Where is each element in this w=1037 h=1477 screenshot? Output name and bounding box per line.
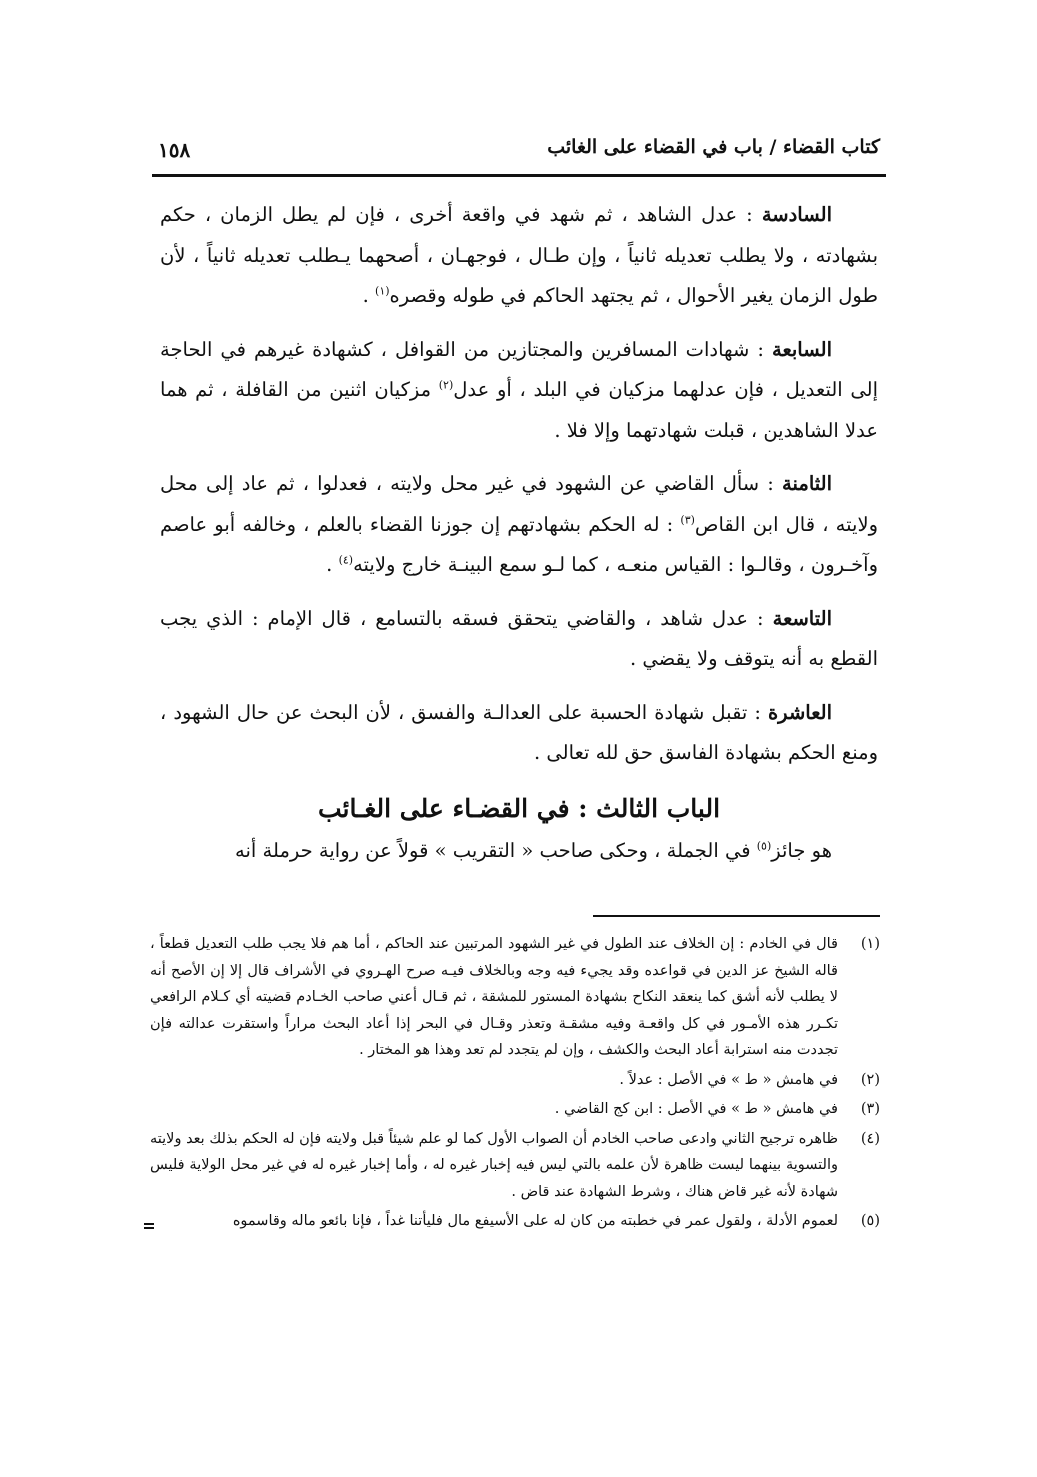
paragraph-text: : سأل القاضي عن الشهود في غير محل ولايته ، فعدلوا ، ثم عاد إلى محل ولايته ، قال ابن القاص bbox=[160, 472, 878, 536]
footnote-1 bbox=[150, 931, 880, 1064]
paragraph-eighth bbox=[160, 464, 878, 586]
footnote-5 bbox=[150, 1208, 880, 1235]
header-rule bbox=[152, 174, 886, 177]
footnote-ref: (٣) bbox=[680, 513, 695, 526]
footnote-text: في هامش « ط » في الأصل : عدلاً . bbox=[619, 1071, 838, 1088]
paragraph-text: : تقبل شهادة الحسبة على العدالـة والفسق ، لأن البحث عن حال الشهود ، ومنع الحكم بشهادة الفاسق حق لله تعالى . bbox=[160, 700, 878, 764]
paragraph-lead: السابعة bbox=[772, 337, 832, 361]
main-text bbox=[160, 195, 878, 871]
header-title: كتاب القضاء / باب في القضاء على الغائب bbox=[547, 136, 880, 158]
paragraph-tail: . bbox=[326, 553, 339, 576]
chapter-intro bbox=[160, 831, 878, 872]
footnote-number: (٢) bbox=[860, 1071, 880, 1088]
footnote-ref: (٥) bbox=[756, 839, 772, 852]
footnote-number: (٥) bbox=[860, 1213, 880, 1229]
paragraph-text: : عدل شاهد ، والقاضي يتحقق فسقه بالتسامع ، قال الإمام : الذي يجب القطع به أنه يتوقف ولا يقضي . bbox=[160, 606, 878, 670]
paragraph-text: : عدل الشاهد ، ثم شهد في واقعة أخرى ، فإن لم يطل الزمان ، حكم بشهادته ، ولا يطلب تعديله ثانياً ، وإن طـال ، فوجهـان ، أصحهما يـطلب تعديله ثانياً ، لأن طول الزمان يغير الأحوال ، ثم يجتهد الحاكم في طوله وقصره bbox=[160, 203, 878, 307]
footnote-ref: (٢) bbox=[438, 378, 454, 392]
paragraph-lead: التاسعة bbox=[772, 606, 832, 630]
footnote-number: (٣) bbox=[860, 1101, 880, 1117]
footnote-ref: (٤) bbox=[338, 553, 354, 567]
footnote-number: (٤) bbox=[860, 1130, 880, 1147]
footnote-text: ظاهره ترجيح الثاني وادعى صاحب الخادم أن الصواب الأول كما لو علم شيئاً قبل ولايته فإن له الحكم بذلك بعد ولايته والتسوية بينهما ليست ظاهرة لأن علمه بالتي ليس فيه إخبار غيره له ، وأما إخبار غيره له في غير محل الولاية فليس شهادة لأنه غير قاض هناك ، وشرط الشهادة عند قاض . bbox=[150, 1130, 838, 1200]
footnote-3 bbox=[150, 1096, 880, 1123]
footnote-separator bbox=[593, 915, 880, 917]
paragraph-lead: السادسة bbox=[761, 203, 832, 226]
paragraph-seventh bbox=[160, 330, 878, 452]
paragraph-ninth bbox=[160, 599, 878, 680]
paragraph-text: : شهادات المسافرين والمجتازين من القوافل ، كشهادة غيرهم في الحاجة إلى التعديل ، فإن عدلهما مزكيان في البلد ، أو عدل bbox=[160, 337, 878, 401]
footnote-number: (١) bbox=[860, 936, 880, 952]
footnotes bbox=[150, 931, 880, 1238]
paragraph-lead: الثامنة bbox=[782, 472, 832, 495]
paragraph-tail: : له الحكم بشهادتهم إن جوزنا القضاء بالعلم ، وخالفه أبو عاصم وآخـرون ، وقالـوا : القياس منعـه ، كما لـو سمع البينـة خارج ولايته bbox=[160, 512, 878, 576]
paragraph-tenth bbox=[160, 693, 878, 774]
footnote-text: قال في الخادم : إن الخلاف عند الطول في غير الشهود المرتبين عند الحاكم ، أما هم فلا يجب طلب التعديل قطعاً ، قاله الشيخ عز الدين في قواعده وقد يجيء فيه وجه وبالخلاف فيـه صرح الهـروي في الأشراف قال إلا إن الأصح أنه لا يطلب لأنه أشق كما ينعقد النكاح بشهادة المستور للمشقة ، ثم قـال أعني صاحب الخـادم قضيته أي كـلام الرافعي تكـرر هذه الأمـور في كل واقعـة وفيه مشقـة وتعذر وقـال في البحر إذا أعاد البحث مراراً واستقرت عدالته فإن تجددت منه استرابة أعاد البحث والكشف ، وإن لم يتجدد لم تعد وهذا هو المختار . bbox=[150, 936, 838, 1058]
page-number: ١٥٨ bbox=[158, 138, 191, 162]
footnote-ref: (١) bbox=[375, 284, 390, 298]
chapter-heading: الباب الثالث : في القضـاء على الغـائب bbox=[317, 793, 721, 823]
footnote-text: في هامش « ط » في الأصل : ابن كج القاضي . bbox=[554, 1101, 838, 1117]
chapter-intro-rest: في الجملة ، وحكى صاحب « التقريب » قولاً عن رواية حرملة أنه bbox=[235, 838, 757, 862]
paragraph-tail: مزكيان اثنين من القافلة ، ثم هما عدلا الشاهدين ، قبلت شهادتهما وإلا فلا . bbox=[160, 378, 878, 442]
continuation-mark-icon bbox=[144, 1223, 154, 1229]
paragraph-lead: العاشرة bbox=[767, 700, 832, 724]
footnote-2 bbox=[150, 1067, 880, 1094]
footnote-text: لعموم الأدلة ، ولقول عمر في خطبته من كان له على الأسيفع مال فليأتنا غداً ، فإنا بائعو ماله وقاسموه bbox=[232, 1213, 838, 1229]
paragraph-tail: . bbox=[362, 284, 376, 307]
paragraph-sixth bbox=[160, 195, 878, 317]
footnote-4 bbox=[150, 1126, 880, 1206]
chapter-intro-start: هو جائز bbox=[771, 838, 832, 862]
running-header bbox=[158, 132, 880, 172]
